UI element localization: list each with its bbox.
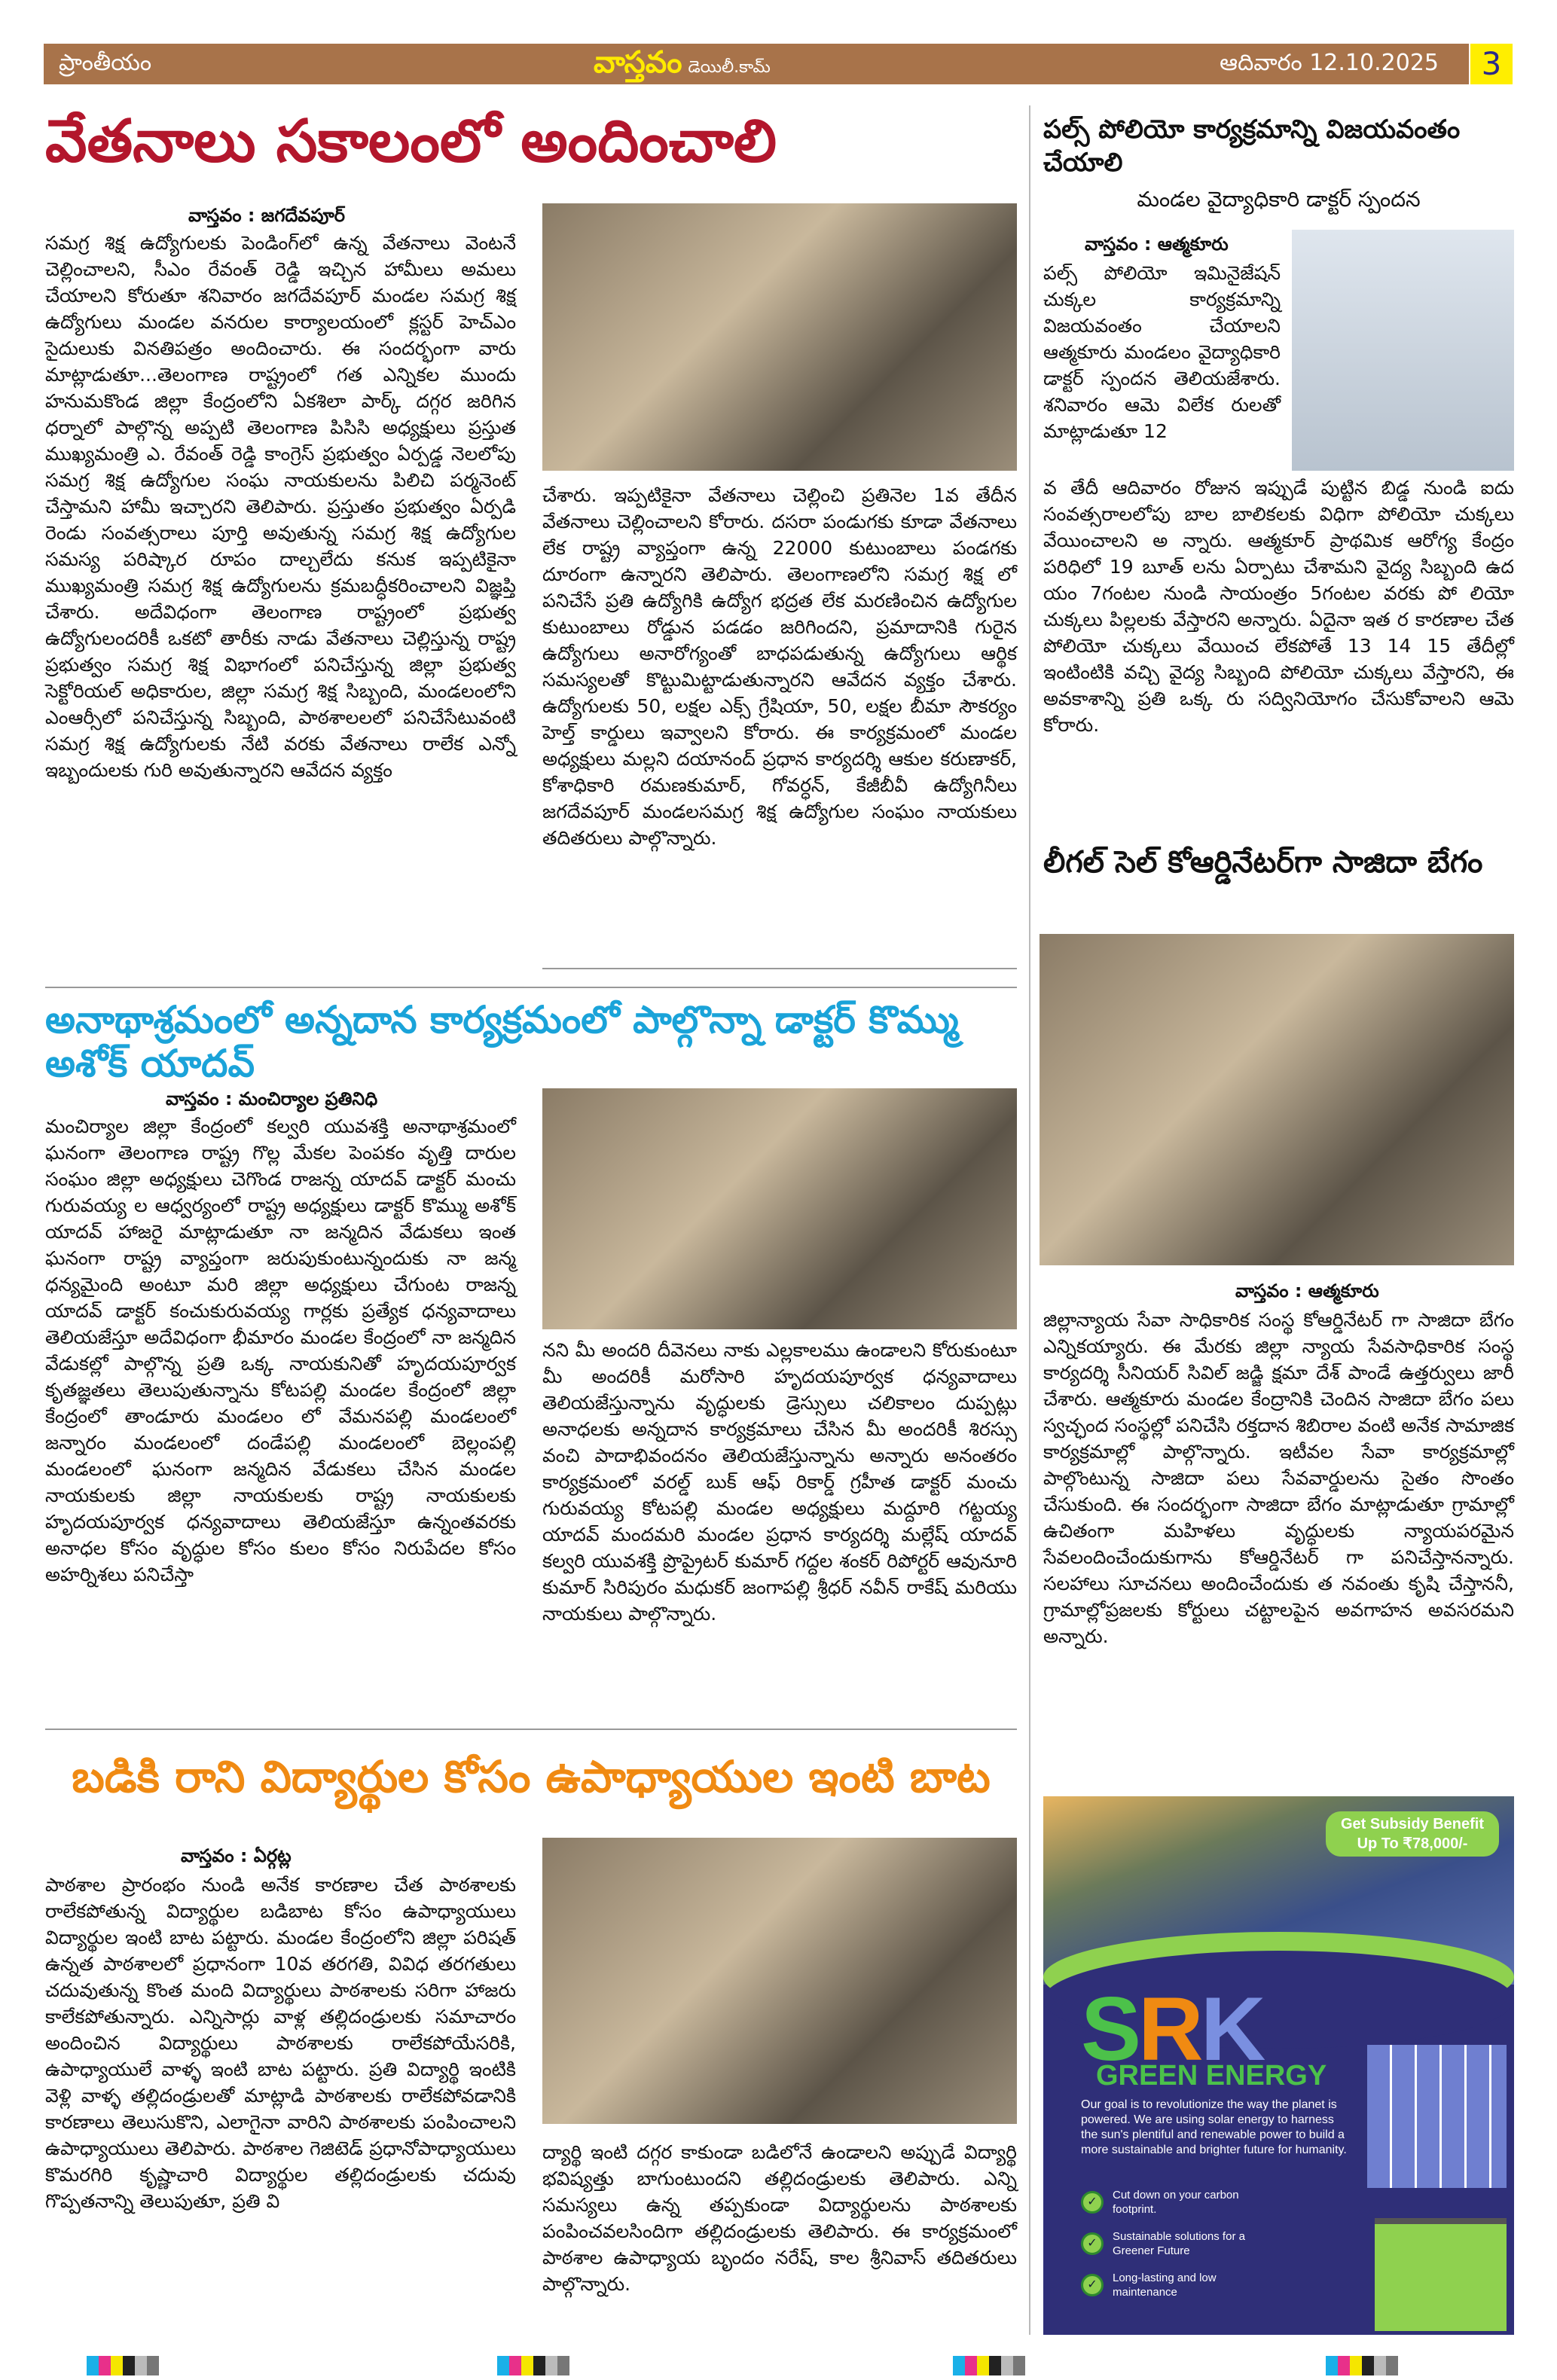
divider	[45, 1729, 1017, 1730]
ad-feature	[1081, 2271, 1277, 2299]
doctor-photo	[1292, 230, 1514, 471]
divider	[542, 968, 1017, 969]
section-label: ప్రాంతీయం	[59, 50, 152, 76]
brand-subtitle: GREEN ENERGY	[1096, 2060, 1327, 2092]
article1-dateline: వాస్తవం : జగదేవపూర్	[188, 205, 345, 226]
color-registration-marks	[497, 2356, 569, 2375]
masthead-title: వాస్తవం	[594, 45, 682, 80]
color-registration-marks	[87, 2356, 159, 2375]
right2-photo	[1040, 934, 1514, 1265]
srk-logo: SRK	[1081, 1979, 1263, 2079]
masthead-sub: డెయిలీ.కామ్	[688, 58, 771, 77]
article2-col1: మంచిర్యాల జిల్లా కేంద్రంలో కల్వరి యువశక్తి అనాథాశ్రమంలో ఘనంగా తెలంగాణ రాష్ట్ర గొల్ల మేకల పెంపకం వృత్తి దారుల సంఘం జిల్లా అధ్యక్షులు చెగొండ రాజన్న యాదవ్ డాక్టర్ మంచు గురువయ్య ల ఆధ్వర్యంలో రాష్ట్ర అధ్యక్షులు డాక్టర్ కొమ్ము అశోక్ యాదవ్ హాజరై మాట్లాడుతూ నా జన్మదిన వేడుకలు ఇంత ఘనంగా రాష్ట్ర వ్యాప్తంగా జరుపుకుంటున్నందుకు నా జన్మ ధన్యమైంది అంటూ మరి జిల్లా అధ్యక్షులు చేగుంట రాజన్న యాదవ్ డాక్టర్ కంచుకురువయ్య గార్లకు ప్రత్యేక ధన్యవాదాలు తెలియజేస్తూ అదేవిధంగా భీమారం మండల కేంద్రంలో నా జన్మదిన వేడుకల్లో పాల్గొన్న ప్రతి ఒక్క నాయకునితో హృదయపూర్వక కృతజ్ఞతలు తెలుపుతున్నాను కోటపల్లి మండల కేంద్రంలో జిల్లా కేంద్రంలో తాండూరు మండలం లో వేమనపల్లి మండలంలో జన్నారం మండలంలో దండేపల్లి మండలంలో బెల్లంపల్లి మండలంలో ఘనంగా జన్మదిన వేడుకలు చేసిన మండల నాయకులకు జిల్లా నాయకులకు రాష్ట్ర నాయకులకు హృదయపూర్వక ధన్యవాదాలు తెలియజేస్తూ ఉన్నంతవరకు అనాధల కోసం వృద్ధుల కోసం కులం కోసం నిరుపేదల కోసం అహర్నిశలు పనిచేస్తా	[45, 1115, 516, 1585]
article2-dateline: వాస్తవం : మంచిర్యాల ప్రతినిధి	[166, 1088, 378, 1109]
right2-body: జిల్లాన్యాయ సేవా సాధికారిక సంస్థ కోఆర్డినేటర్ గా సాజిదా బేగం ఎన్నికయ్యారు. ఈ మేరకు జిల్లా న్యాయ సేవసాధికారిక సంస్థ కార్యదర్శి సీనియర్ సివిల్ జడ్జి క్షమా దేశ్ పాండే ఉత్తర్వులు జారీ చేశారు. ఆత్మకూరు మండల కేంద్రానికి చెందిన సాజిదా బేగం పలు స్వచ్ఛంద సంస్థల్లో పనిచేసి రక్తదాన శిబిరాల వంటి అనేక సామాజిక కార్యక్రమాల్లో పాల్గొన్నారు. ఇటీవల సేవా కార్యక్రమాల్లో పాల్గొంటున్న సాజిదా పలు సేవవార్డులను సైతం సొంతం చేసుకుంది. ఈ సందర్భంగా సాజిదా బేగం మాట్లాడుతూ గ్రామాల్లో ఉచితంగా మహిళలు వృద్ధులకు న్యాయపరమైన సేవలందించేందుకుగాను కోఆర్డినేటర్ గా పనిచేస్తానన్నారు. సలహాలు సూచనలు అందించేందుకు త నవంతు కృషి చేస్తాననీ, గ్రామాల్లోప్రజలకు కోర్టులు చట్టాలపైన అవగాహన అవసరమని అన్నారు.	[1043, 1309, 1514, 1647]
article1-col1: సమగ్ర శిక్ష ఉద్యోగులకు పెండింగ్‌లో ఉన్న వేతనాలు వెంటనే చెల్లించాలని, సీఎం రేవంత్ రెడ్డి ఇచ్చిన హామీలు అమలు చేయాలని కోరుతూ శనివారం జగదేవపూర్ మండల సమగ్ర శిక్ష ఉద్యోగులు మండల వనరుల కార్యాలయంలో క్లస్టర్ హెచ్ఎం సైదులుకు వినతిపత్రం అందించారు. ఈ సందర్భంగా వారు మాట్లాడుతూ...తెలంగాణ రాష్ట్రంలో గత ఎన్నికల ముందు హనుమకొండ జిల్లా కేంద్రంలోని ఏకశిలా పార్క్ దగ్గర జరిగిన ధర్నాలో పాల్గొన్న అప్పటి తెలంగాణ పిసిసి అధ్యక్షులు ప్రస్తుత ముఖ్యమంత్రి ఎ. రేవంత్ రెడ్డి కాంగ్రెస్ ప్రభుత్వం ఏర్పడ్డ నెలలోపు సమగ్ర శిక్ష ఉద్యోగుల సంఘ నాయకులను పిలిచి పర్మనెంట్ చేస్తామని హామీ ఇచ్చారని తెలిపారు. ప్రస్తుతం ప్రభుత్వం ఏర్పడి రెండు సంవత్సరాలు పూర్తి అవుతున్న సమగ్ర శిక్ష ఉద్యోగుల సమస్య పరిష్కార రూపం దాల్చలేదు కనుక ఇప్పటికైనా ముఖ్యమంత్రి సమగ్ర శిక్ష ఉద్యోగులను క్రమబద్ధీకరించాలని విజ్ఞప్తి చేశారు. అదేవిధంగా తెలంగాణ రాష్ట్రంలో ప్రభుత్వ ఉద్యోగులందరికీ ఒకటో తారీకు నాడు వేతనాలు చెల్లిస్తున్న రాష్ట్ర ప్రభుత్వం సమగ్ర శిక్ష విభాగంలో పనిచేస్తున్న జిల్లా ప్రభుత్వ సెక్టోరియల్ అధికారుల, జిల్లా సమగ్ర శిక్ష సిబ్బంది, మండలంలోని ఎంఆర్సీలో పనిచేస్తున్న సిబ్బంది, పాఠశాలలలో పనిచేసేటువంటి సమగ్ర శిక్ష ఉద్యోగులకు నేటి వరకు వేతనాలు రాలేక ఎన్నో ఇబ్బందులకు గురి అవుతున్నారని ఆవేదన వ్యక్తం	[45, 232, 516, 781]
badge-line2: Up To ₹78,000/-	[1357, 1835, 1468, 1852]
column-divider	[1029, 105, 1030, 2335]
feature-text: Long-lasting and low maintenance	[1113, 2272, 1217, 2299]
article3-col2: ద్యార్థి ఇంటి దగ్గర కాకుండా బడిలోనే ఉండాలని అప్పుడే విద్యార్థి భవిష్యత్తు బాగుంటుందని తల్లిదండ్రులకు తెలిపారు. ఎన్ని సమస్యలు ఉన్న తప్పకుండా విద్యార్థులను పాఠశాలకు పంపించవలసిందిగా తల్లిదండ్రులకు తెలిపారు. ఈ కార్యక్రమంలో పాఠశాల ఉపాధ్యాయ బృందం నరేష్, కాల శ్రీనివాస్ తదితరులు పాల్గొన్నారు.	[542, 2141, 1017, 2295]
article3-col1: పాఠశాల ప్రారంభం నుండి అనేక కారణాల చేత పాఠశాలకు రాలేకపోతున్న విద్యార్థుల బడిబాట కోసం ఉపాధ్యాయులు విద్యార్థుల ఇంటి బాట పట్టారు. మండల కేంద్రంలోని జిల్లా పరిషత్ ఉన్నత పాఠశాలలో ప్రధానంగా 10వ తరగతి, వివిధ తరగతులు చదువుతున్న కొంత మంది విద్యార్థులు పాఠశాలకు సరిగా హాజరు కాలేకపోతున్నారు. ఎన్నిసార్లు వాళ్ల తల్లిదండ్రులకు సమాచారం అందించిన విద్యార్థులు పాఠశాలకు రాలేకపోయేసరికి, ఉపాధ్యాయులే వాళ్ళ ఇంటి బాట పట్టారు. ప్రతి విద్యార్థి ఇంటికి వెళ్లి వాళ్ళ తల్లిదండ్రులతో మాట్లాడి పాఠశాలకు రాలేకపోవడానికి కారణాలు తెలుసుకొని, ఎలాగైనా వారిని పాఠశాలకు పంపించాలని ఉపాధ్యాయులు తెలిపారు. పాఠశాల గెజిటెడ్ ప్రధానోపాధ్యాయులు కొమరగిరి కృష్ణాచారి విద్యార్థుల తల్లిదండ్రులకు చదువు గొప్పతనాన్ని తెలుపుతూ, ప్రతి వి	[45, 1874, 516, 2212]
ad-feature	[1081, 2229, 1277, 2258]
page-number: 3	[1470, 44, 1513, 84]
right1-dateline: వాస్తవం : ఆత్మకూరు	[1085, 233, 1229, 255]
check-icon: ✓	[1081, 2191, 1104, 2214]
right1-headline: పల్స్ పోలియో కార్యక్రమాన్ని విజయవంతం చేయాలి	[1043, 114, 1461, 178]
right1-col-wide: వ తేదీ ఆదివారం రోజున ఇప్పుడే పుట్టిన బిడ్డ నుండి ఐదు సంవత్సరాలలోపు బాల బాలికలకు విధిగా పోలియో చుక్కలు వేయించాలని అ న్నారు. ఆత్మకూర్ ప్రాథమిక ఆరోగ్య కేంద్రం పరిధిలో 19 బూత్ లను ఏర్పాటు చేశామని వైద్య సిబ్బంది ఉద యం 7గంటల నుండి సాయంత్రం 5గంటల వరకు పో లియో చుక్కలు పిల్లలకు వేస్తారని అన్నారు. ఏదైనా ఇత ర కారణాల చేత పోలియో చుక్కలు వేయించ లేకపోతే 13 14 15 తేదీల్లో ఇంటింటికి వచ్చి వైద్య సిబ్బంది పోలియో చుక్కలు వేస్తారని, ఈ అవకాశాన్ని ప్రతి ఒక్క రు సద్వినియోగం చేసుకోవాలని ఆమె కోరారు.	[1043, 477, 1514, 736]
solar-house-graphic	[1375, 2218, 1507, 2331]
article3-headline: బడికి రాని విద్యార్థుల కోసం ఉపాధ్యాయుల ఇంటి బాట	[72, 1751, 991, 1802]
article3-photo	[542, 1838, 1017, 2124]
check-icon: ✓	[1081, 2274, 1104, 2296]
color-registration-marks	[1326, 2356, 1398, 2375]
subsidy-badge	[1326, 1811, 1499, 1857]
badge-line1: Get Subsidy Benefit	[1340, 1816, 1485, 1832]
divider	[45, 987, 1017, 988]
masthead-logo	[594, 45, 771, 87]
feature-text: Cut down on your carbon footprint.	[1113, 2189, 1239, 2216]
ad-feature	[1081, 2188, 1277, 2217]
article2-headline: అనాథాశ్రమంలో అన్నదాన కార్యక్రమంలో పాల్గొన్నా డాక్టర్ కొమ్ము అశోక్ యాదవ్	[45, 998, 959, 1085]
check-icon: ✓	[1081, 2232, 1104, 2255]
article2-col2: నని మీ అందరి దీవెనలు నాకు ఎల్లకాలము ఉండాలని కోరుకుంటూ మీ అందరికీ మరోసారి హృదయపూర్వక ధన్యవాదాలు తెలియజేస్తున్నాను వృద్ధులకు డ్రెస్సులు చలికాలం దుప్పట్లు అనాధలకు అన్నదాన కార్యక్రమాలు చేసిన మీ అందరికీ శిరస్సు వంచి పాదాభివందనం తెలియజేస్తున్నాను అన్నారు అనంతరం కార్యక్రమంలో వరల్డ్ బుక్ ఆఫ్ రికార్డ్ గ్రహీత డాక్టర్ మంచు గురువయ్య కోటపల్లి మండల అధ్యక్షులు మద్దూరి గట్టయ్య యాదవ్ మందమరి మండల ప్రధాన కార్యదర్శి మల్లేష్ యాదవ్ కల్వరి యువశక్తి ప్రొప్రైటర్ కుమార్ గద్దల శంకర్ రిపోర్టర్ ఆవునూరి కుమార్ సిరిపురం మధుకర్ జంగాపల్లి శ్రీధర్ నవీన్ రాకేష్ మరియు నాయకులు పాల్గొన్నారు.	[542, 1339, 1017, 1625]
article1-col2: చేశారు. ఇప్పటికైనా వేతనాలు చెల్లించి ప్రతినెల 1వ తేదీన వేతనాలు చెల్లించాలని కోరారు. దసరా పండుగకు కూడా వేతనాలు లేక రాష్ట్ర వ్యాప్తంగా ఉన్న 22000 కుటుంబాలు పండగకు దూరంగా ఉన్నారని తెలిపారు. తెలంగాణలోని సమగ్ర శిక్ష లో పనిచేసే ప్రతి ఉద్యోగికి ఉద్యోగ భద్రత లేక మరణించిన ఉద్యోగుల కుటుంబాలు రోడ్డున పడడం జరిగిందని, ప్రమాదానికి గురైన ఉద్యోగులు అనారోగ్యంతో బాధపడుతున్న ఉద్యోగులు ఆర్థిక సమస్యలతో కొట్టుమిట్టాడుతున్నారని ఆవేదన వ్యక్తం చేశారు. ఉద్యోగులకు 50, లక్షల ఎక్స్ గ్రేషియా, 50, లక్షల బీమా సౌకర్యం హెల్త్ కార్డులు ఇవ్వాలని కోరారు. ఈ కార్యక్రమంలో మండల అధ్యక్షులు మల్లని దయానంద్ ప్రధాన కార్యదర్శి ఆకుల కరుణాకర్, కోశాధికారి రమణకుమార్, గోవర్ధన్, కేజీబీవీ ఉద్యోగినీలు జగదేవపూర్ మండలసమగ్ర శిక్ష ఉద్యోగుల సంఘం నాయకులు తదితరులు పాల్గొన్నారు.	[542, 484, 1017, 849]
feature-text: Sustainable solutions for a Greener Future	[1113, 2230, 1245, 2257]
article2-photo	[542, 1088, 1017, 1329]
color-registration-marks	[953, 2356, 1025, 2375]
article1-photo	[542, 203, 1017, 471]
article1-headline: వేతనాలు సకాలంలో అందించాలి	[45, 108, 777, 175]
right2-dateline: వాస్తవం : ఆత్మకూరు	[1235, 1280, 1379, 1301]
right1-subheadline: మండల వైద్యాధికారి డాక్టర్ స్పందన	[1137, 187, 1421, 212]
issue-date: ఆదివారం 12.10.2025	[1220, 50, 1439, 76]
page-header-bar	[44, 44, 1469, 84]
article3-dateline: వాస్తవం : ఏర్గట్ల	[181, 1845, 292, 1866]
srk-green-energy-ad	[1043, 1796, 1514, 2335]
right2-headline: లీగల్ సెల్ కోఆర్డినేటర్‌గా సాజిదా బేగం	[1043, 845, 1483, 880]
right1-col-narrow: పల్స్ పోలియో ఇమినైజేషన్ చుక్కల కార్యక్రమాన్ని విజయవంతం చేయాలని ఆత్మకూరు మండలం వైద్యాధికారి డాక్టర్ స్పందన తెలియజేశారు. శనివారం ఆమె విలేక రులతో మాట్లాడుతూ 12	[1043, 262, 1281, 442]
solar-panel-graphic	[1367, 2045, 1507, 2188]
ad-goal-text: Our goal is to revolutionize the way the planet is powered. We are using solar energy to harness the sun's plentiful and renewable power to build a more sustainable and brighter future for humanity.	[1081, 2098, 1347, 2156]
